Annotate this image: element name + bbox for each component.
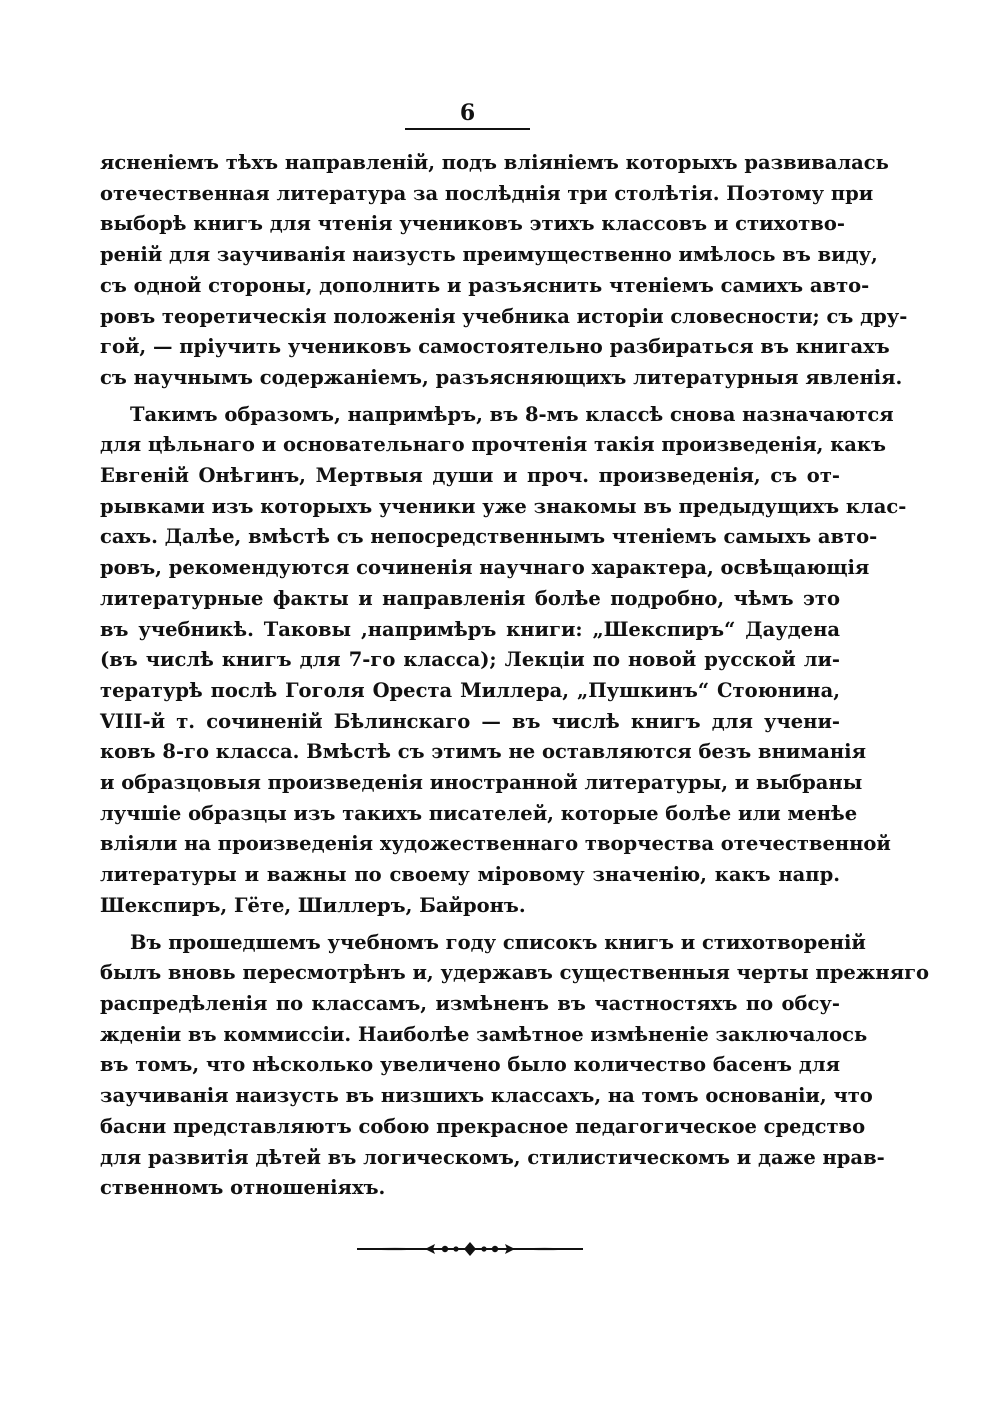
paragraph-1 [100, 148, 908, 394]
text-line: рывками изъ которыхъ ученики уже знакомы въ предыдущихъ клас- [100, 494, 907, 518]
body-text [100, 148, 930, 1204]
text-line: Евгеній Онѣгинъ, Мертвыя души и проч. произведенія, съ от- [100, 464, 840, 488]
text-line: тературѣ послѣ Гоголя Ореста Миллера, „Пушкинъ“ Стоюнина, [100, 678, 840, 702]
text-line: ясненіемъ тѣхъ направленій, подъ вліяніемъ которыхъ развивалась [100, 151, 889, 174]
text-line: гой, — пріучить учениковъ самостоятельно разбираться въ книгахъ [100, 335, 890, 359]
text-line: выборѣ книгъ для чтенія учениковъ этихъ классовъ и стихотво- [100, 212, 845, 236]
text-line: жденіи въ коммиссіи. Наиболѣе замѣтное измѣненіе заключалось [100, 1022, 868, 1046]
text-line: вліяли на произведенія художественнаго творчества отечественной [100, 832, 891, 856]
text-line: съ одной стороны, дополнить и разъяснить чтеніемъ самихъ авто- [100, 273, 870, 297]
text-line: ственномъ отношеніяхъ. [100, 1176, 386, 1200]
header-rule [405, 128, 530, 130]
text-line: VIII-й т. сочиненій Бѣлинскаго — въ числѣ книгъ для учени- [100, 709, 840, 733]
paragraph-2 [100, 400, 907, 922]
text-line: для развитія дѣтей въ логическомъ, стилистическомъ и даже нрав- [100, 1145, 885, 1169]
paragraph-3 [100, 928, 930, 1204]
ornament-diamond [464, 1242, 476, 1256]
text-line: отечественная литература за послѣднія три столѣтія. Поэтому при [100, 181, 874, 205]
text-line: въ томъ, что нѣсколько увеличено было количество басенъ для [100, 1053, 840, 1077]
text-line: лучшіе образцы изъ такихъ писателей, которые болѣе или менѣе [100, 801, 858, 825]
text-line: Такимъ образомъ, напримѣръ, въ 8-мъ классѣ снова назначаются [130, 402, 894, 426]
text-line: ровъ, рекомендуются сочиненія научнаго характера, освѣщающія [100, 556, 870, 580]
text-line: сахъ. Далѣе, вмѣстѣ съ непосредственнымъ чтеніемъ самыхъ авто- [100, 525, 878, 549]
page-header [405, 100, 530, 130]
text-line: былъ вновь пересмотрѣнъ и, удержавъ существенныя черты прежняго [100, 961, 930, 985]
text-line: съ научнымъ содержаніемъ, разъясняющихъ литературныя явленія. [100, 365, 903, 389]
text-line: реній для заучиванія наизусть преимущественно имѣлось въ виду, [100, 243, 878, 267]
text-line: и образцовыя произведенія иностранной литературы, и выбраны [100, 771, 863, 795]
text-line: Шекспиръ, Гёте, Шиллеръ, Байронъ. [100, 893, 526, 917]
ornament-dot [442, 1246, 448, 1252]
text-line: литературные факты и направленія болѣе подробно, чѣмъ это [100, 586, 840, 610]
text-line: басни представляютъ собою прекрасное педагогическое средство [100, 1114, 866, 1138]
text-line: заучиванія наизусть въ низшихъ классахъ, на томъ основаніи, что [100, 1084, 873, 1108]
page-number: 6 [459, 100, 476, 126]
ornament-dot [481, 1246, 486, 1251]
ornament-dot [453, 1246, 458, 1251]
text-line: для цѣльнаго и основательнаго прочтенія такія произведенія, какъ [100, 433, 886, 457]
text-line: (въ числѣ книгъ для 7-го класса); Лекціи по новой русской ли- [100, 648, 840, 672]
text-line: ровъ теоретическія положенія учебника исторіи словесности; съ дру- [100, 304, 908, 328]
text-line: ковъ 8-го класса. Вмѣстѣ съ этимъ не оставляются безъ вниманія [100, 740, 866, 764]
text-line: литературы и важны по своему міровому значенію, какъ напр. [100, 863, 840, 887]
text-line: распредѣленія по классамъ, измѣненъ въ частностяхъ по обсу- [100, 991, 840, 1015]
ornament-dot [492, 1246, 498, 1252]
text-line: въ учебникѣ. Таковы ,напримѣръ книги: „Шекспиръ“ Даудена [100, 617, 840, 641]
text-line: Въ прошедшемъ учебномъ году списокъ книгъ и стихотвореній [130, 930, 866, 954]
end-ornament [355, 1237, 585, 1261]
